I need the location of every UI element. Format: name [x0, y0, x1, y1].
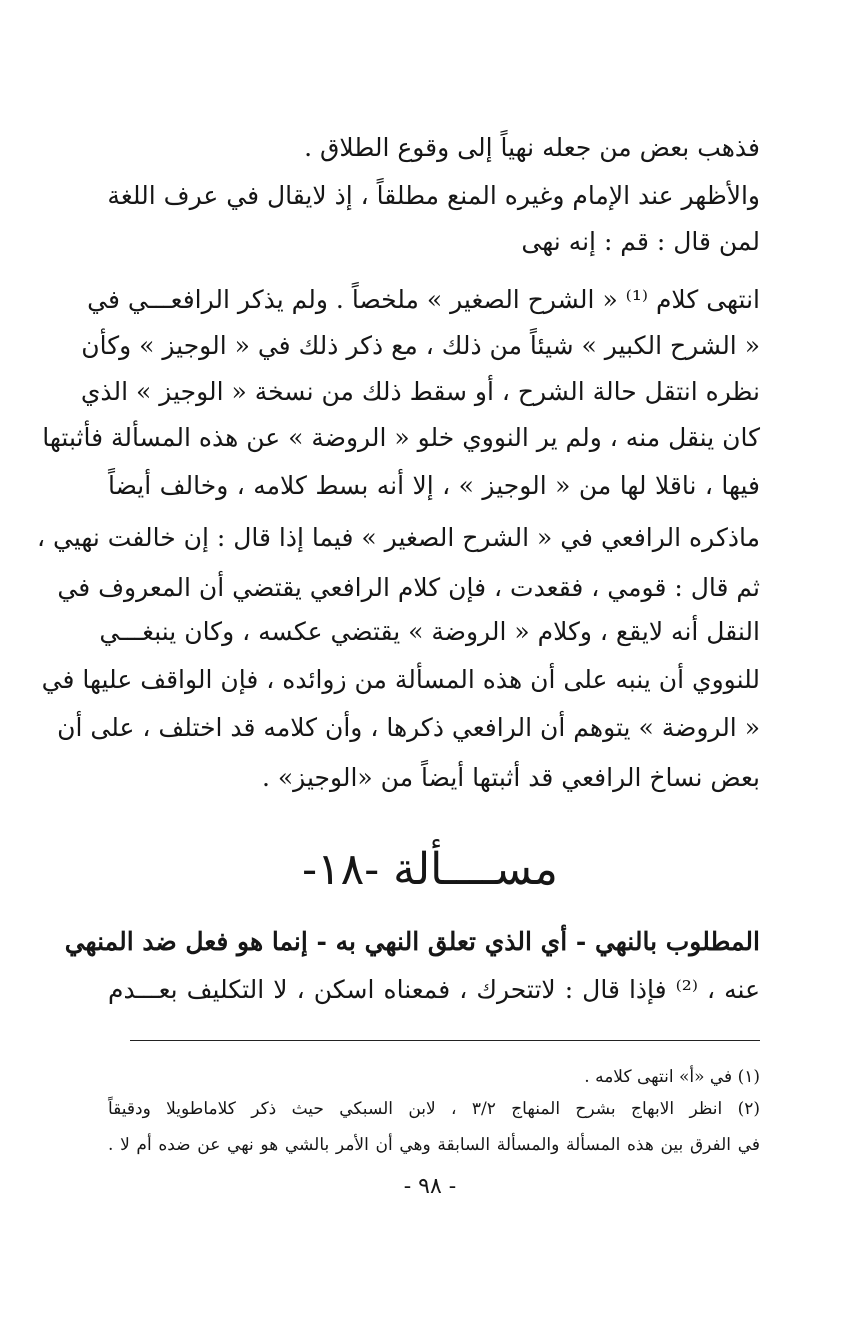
- body-line: نظره انتقل حالة الشرح ، أو سقط ذلك من نسخة « الوجيز » الذي: [80, 377, 760, 406]
- section-line: المطلوب بالنهي - أي الذي تعلق النهي به - إنما هو فعل ضد المنهي: [64, 927, 760, 956]
- body-line: « الروضة » يتوهم أن الرافعي ذكرها ، وأن كلامه قد اختلف ، على أن: [57, 713, 760, 742]
- body-line: النقل أنه لايقع ، وكلام « الروضة » يقتضي عكسه ، وكان ينبغـــي: [99, 617, 760, 646]
- body-line: ثم قال : قومي ، فقعدت ، فإن كلام الرافعي يقتضي أن المعروف في: [57, 573, 760, 602]
- body-line: فيها ، ناقلا لها من « الوجيز » ، إلا أنه بسط كلامه ، وخالف أيضاً: [108, 471, 760, 500]
- section-heading: مســــألة -١٨-: [302, 844, 558, 895]
- footnote-divider: [130, 1040, 760, 1041]
- body-line: فذهب بعض من جعله نهياً إلى وقوع الطلاق .: [304, 133, 760, 162]
- footnote-line: (١) في «أ» انتهى كلامه .: [584, 1067, 760, 1087]
- footnote-line: في الفرق بين هذه المسألة والمسألة السابقة وهي أن الأمر بالشي هو نهي عن ضده أم لا .: [108, 1135, 760, 1155]
- footnote-line: (٢) انظر الابهاج بشرح المنهاج ٣/٢ ، لابن السبكي حيث ذكر كلاماطويلا ودقيقاً: [108, 1099, 760, 1119]
- body-line: كان ينقل منه ، ولم ير النووي خلو « الروضة » عن هذه المسألة فأثبتها: [42, 423, 760, 452]
- body-line: انتهى كلام ⁽¹⁾ « الشرح الصغير » ملخصاً . ولم يذكر الرافعـــي في: [87, 285, 760, 314]
- section-line: عنه ، ⁽²⁾ فإذا قال : لاتتحرك ، فمعناه اسكن ، لا التكليف بعـــدم: [108, 975, 760, 1004]
- body-line: والأظهر عند الإمام وغيره المنع مطلقاً ، إذ لايقال في عرف اللغة: [107, 181, 760, 210]
- body-line: بعض نساخ الرافعي قد أثبتها أيضاً من «الوجيز» .: [261, 763, 760, 792]
- page-number: - ٩٨ -: [403, 1174, 457, 1199]
- body-line: « الشرح الكبير » شيئاً من ذلك ، مع ذكر ذلك في « الوجيز » وكأن: [81, 331, 760, 360]
- body-line: ماذكره الرافعي في « الشرح الصغير » فيما إذا قال : إن خالفت نهيي ،: [36, 523, 760, 552]
- body-line: لمن قال : قم : إنه نهى: [521, 227, 760, 256]
- body-line: للنووي أن ينبه على أن هذه المسألة من زوائده ، فإن الواقف عليها في: [41, 665, 760, 694]
